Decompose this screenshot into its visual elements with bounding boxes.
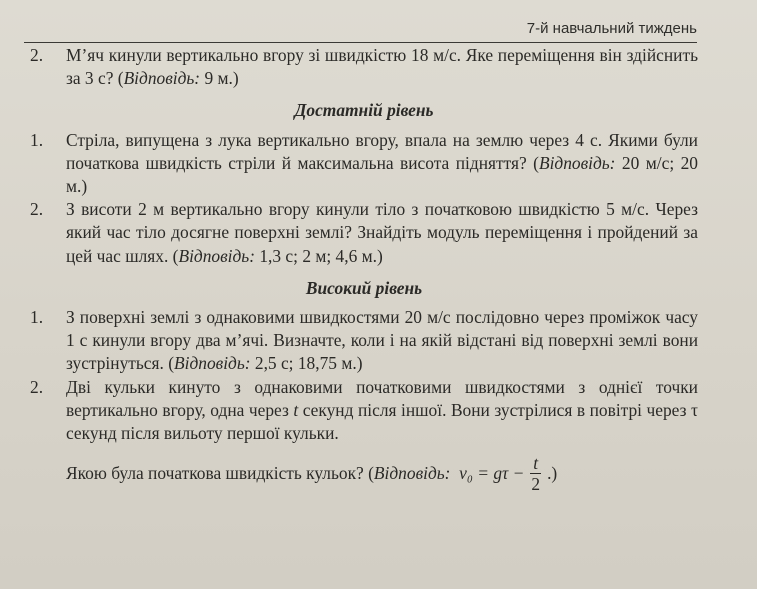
problem-body: З висоти 2 м вертикально вгору кинули тіло з початковою швидкістю 5 м/с. Через який час тіло досягне поверхні землі? Знайдіть модуль переміщення і пройдений за цей час шлях. ( [66,199,698,266]
fraction-denominator: 2 [531,474,541,495]
answer-value: 1,3 с; 2 м; 4,6 м.) [255,245,383,266]
answer-label: Відповідь: [178,245,255,266]
problem-number: 1. [30,307,44,328]
problem-text [66,129,698,199]
section-title-high: Високий рівень [305,277,423,298]
answer-formula-line [66,453,698,494]
problem-text [66,306,698,376]
answer-label: Відповідь: [123,68,201,89]
problem-number: 1. [30,129,44,150]
problem-item [30,376,698,495]
fraction-numerator: t [530,453,541,474]
problem-text [66,198,698,268]
problem-text [66,376,698,495]
problem-body: З поверхні землі з однаковими швидкостями 20 м/с послідовно через проміжок часу 1 с кинули вгору два м’ячі. Визначте, коли і на якій відстані від поверхні землі вони зустрінуться. ( [66,307,698,374]
problem-body-part-c: Якою була початкова швидкість кульок? ( [66,463,374,484]
formula-end: .) [547,463,558,484]
variable-t: t [293,399,299,420]
answer-value: 9 м.) [200,68,239,89]
problem-text [66,44,698,90]
problem-number: 2. [30,199,44,220]
answer-label: Відповідь: [174,353,251,374]
problem-item [30,129,698,199]
problem-number: 2. [30,45,44,65]
problem-body-part-a: Дві кульки кинуто з однаковими початковими швидкостями з однієї точки вертикально вгору, одна через [66,376,698,420]
formula-lhs: v₀ = gτ − [459,463,525,484]
answer-value: 2,5 с; 18,75 м.) [250,353,363,374]
problem-body-part-b: секунд після іншої. Вони зустрілися в повітрі через τ секунд після вильоту першої кульки. [66,399,698,444]
section-title-sufficient: Достатній рівень [294,100,434,121]
page-content [30,44,698,494]
problem-item [30,198,698,268]
problem-item [30,44,698,90]
problem-item [30,306,698,376]
fraction [528,453,543,494]
problem-body: Стріла, випущена з лука вертикально вгору, впала на землю через 4 с. Якими були початкова швидкість стріли й максимальна висота підняття? ( [66,129,698,173]
problem-body: М’яч кинули вертикально вгору зі швидкістю 18 м/с. Яке переміщення він здійснить за 3 с? ( [66,45,698,89]
running-header [24,14,697,43]
answer-label: Відповідь: [538,152,616,173]
answer-value: 20 м/с; 20 м.) [66,152,698,197]
problem-number: 2. [30,376,44,397]
answer-label: Відповідь: [373,463,451,484]
running-title: 7-й навчальний тиждень [526,20,697,37]
